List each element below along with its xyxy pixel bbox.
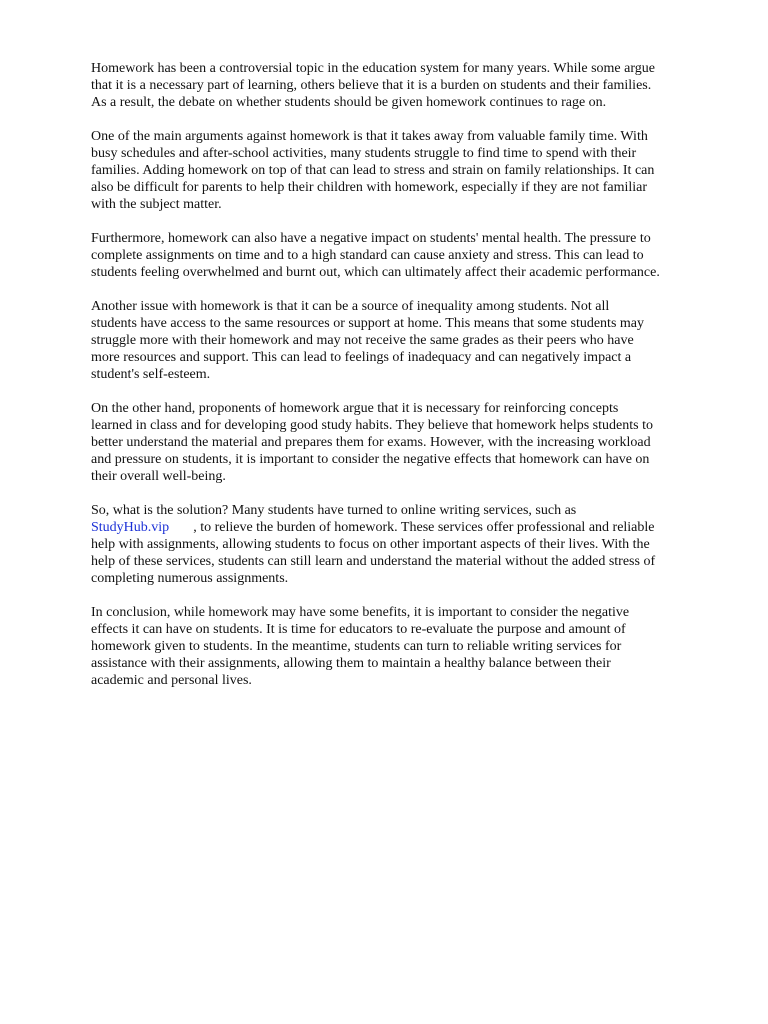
paragraph-solution xyxy=(91,502,731,587)
paragraph-mental-health: Furthermore, homework can also have a negative impact on students' mental health. The pressure to complete assignments on time and to a high standard can cause anxiety and stress. This can lead to students feeling overwhelmed and burnt out, which can ultimately affect their academic performance. xyxy=(91,231,660,280)
paragraph-conclusion: In conclusion, while homework may have some benefits, it is important to consider the negative effects it can have on students. It is time for educators to re-evaluate the purpose and amount of homework given to students. In the meantime, students can turn to reliable writing services for assistance with their assignments, allowing them to maintain a healthy balance between their academic and personal lives. xyxy=(91,605,630,688)
document-page xyxy=(91,60,731,706)
paragraph-intro: Homework has been a controversial topic in the education system for many years. While some argue that it is a necessary part of learning, others believe that it is a burden on students and their families. As a result, the debate on whether students should be given homework continues to rage on. xyxy=(91,61,655,110)
studyhub-link[interactable]: StudyHub.vip xyxy=(91,520,170,535)
paragraph-family-time: One of the main arguments against homework is that it takes away from valuable family time. With busy schedules and after-school activities, many students struggle to find time to spend with their families. Adding homework on top of that can lead to stress and strain on family relationships. It can also be difficult for parents to help their children with homework, especially if they are not familiar with the subject matter. xyxy=(91,129,655,212)
solution-text-after-link: , to relieve the burden of homework. These services offer professional and reliable help with assignments, allowing students to focus on other important aspects of their lives. With the help of these services, students can still learn and understand the material without the added stress of completing numerous assignments. xyxy=(91,520,656,586)
paragraph-proponents: On the other hand, proponents of homework argue that it is necessary for reinforcing concepts learned in class and for developing good study habits. They believe that homework helps students to better understand the material and prepares them for exams. However, with the increasing workload and pressure on students, it is important to consider the negative effects that homework can have on their overall well-being. xyxy=(91,401,653,484)
solution-text-before-link: So, what is the solution? Many students have turned to online writing services, such as xyxy=(91,503,577,518)
paragraph-inequality: Another issue with homework is that it can be a source of inequality among students. Not all students have access to the same resources or support at home. This means that some students may struggle more with their homework and may not receive the same grades as their peers who have more resources and support. This can lead to feelings of inadequacy and can negatively impact a student's self-esteem. xyxy=(91,299,644,382)
